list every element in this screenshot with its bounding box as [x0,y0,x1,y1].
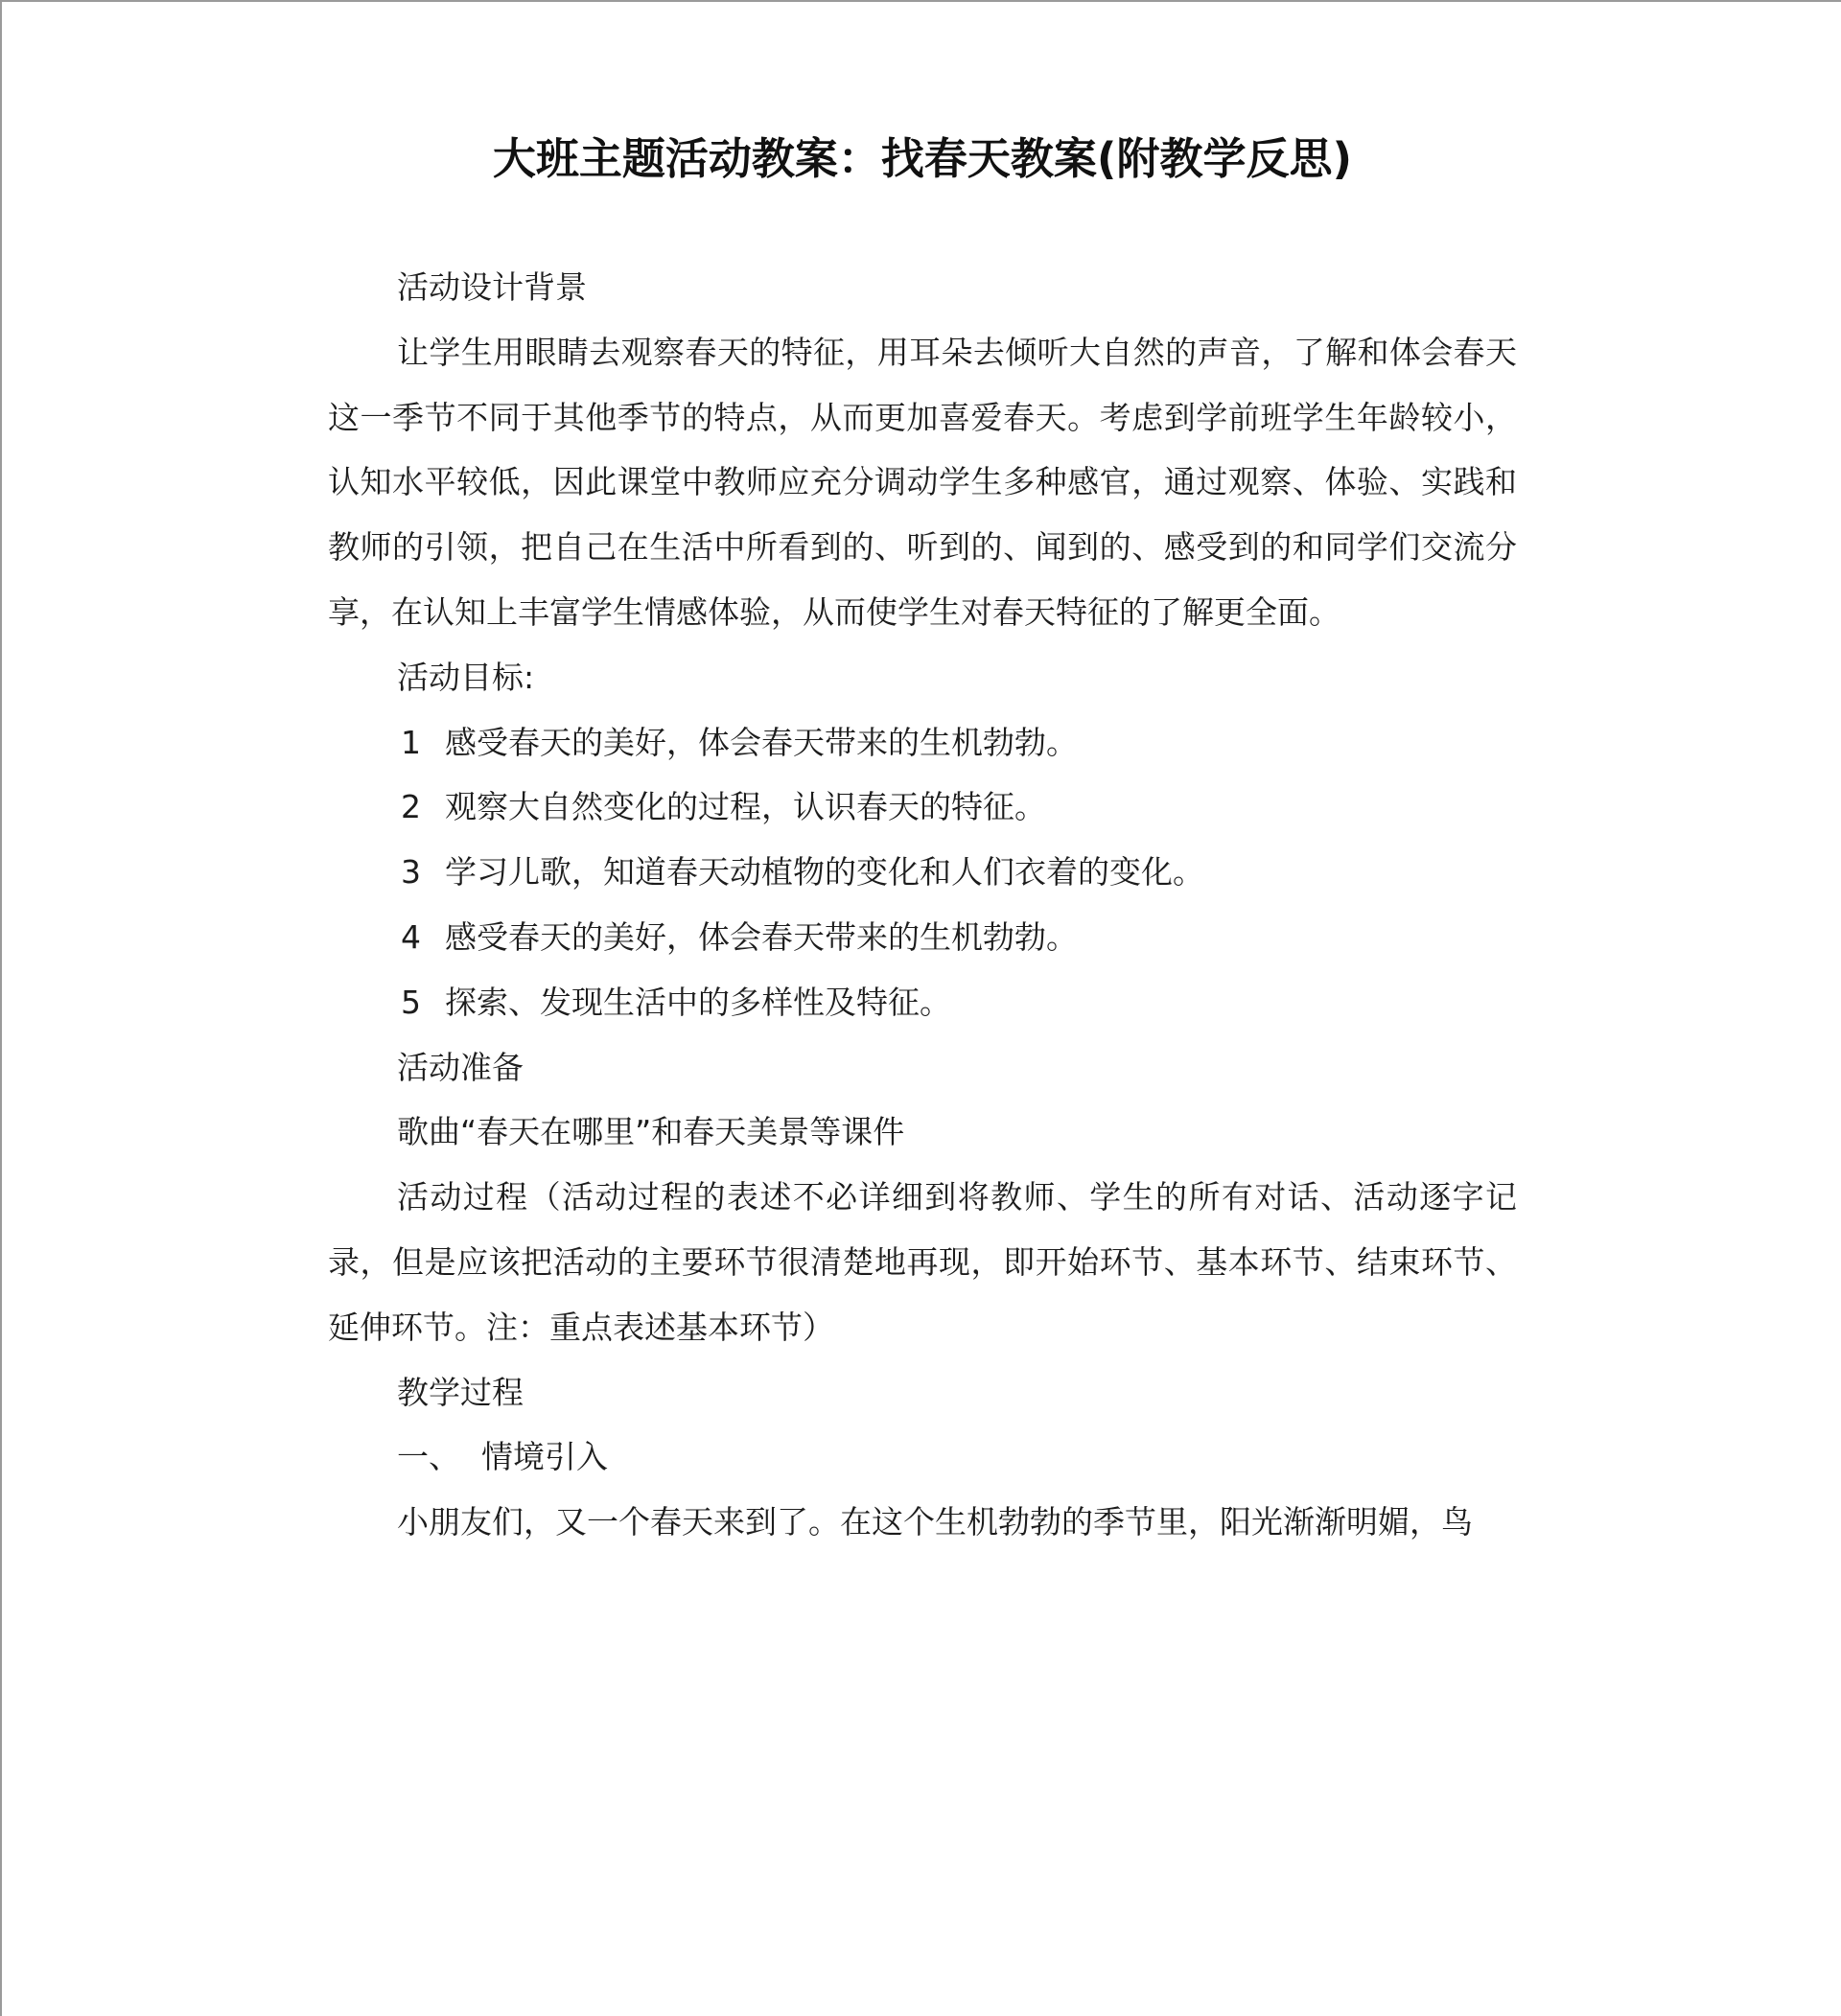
goal-item-3 [328,840,1517,905]
goal-number: 5 [401,983,421,1021]
background-paragraph: 让学生用眼睛去观察春天的特征，用耳朵去倾听大自然的声音，了解和体会春天这一季节不同于其他季节的特点，从而更加喜爱春天。考虑到学前班学生年龄较小，认知水平较低，因此课堂中教师应充分调动学生多种感官，通过观察、体验、实践和教师的引领，把自己在生活中所看到的、听到的、闻到的、感受到的和同学们交流分享，在认知上丰富学生情感体验，从而使学生对春天特征的了解更全面。 [328,333,1517,631]
teaching-heading: 教学过程 [397,1373,524,1411]
goal-number: 1 [401,723,421,761]
goal-item-1 [328,710,1517,776]
goal-item-4 [328,905,1517,970]
step-one-heading [328,1425,1517,1490]
prep-paragraph: 歌曲“春天在哪里”和春天美景等课件 [397,1113,905,1151]
document-title: 大班主题活动教案：找春天教案(附教学反思) [492,133,1353,184]
goal-number: 4 [401,917,421,956]
goal-text: 感受春天的美好，体会春天带来的生机勃勃。 [445,723,1078,761]
goal-text: 探索、发现生活中的多样性及特征。 [445,983,951,1021]
goals-heading: 活动目标: [397,658,535,696]
goal-text: 学习儿歌，知道春天动植物的变化和人们衣着的变化。 [445,853,1204,892]
process-paragraph: 活动过程（活动过程的表述不必详细到将教师、学生的所有对话、活动逐字记录，但是应该把活动的主要环节很清楚地再现，即开始环节、基本环节、结束环节、延伸环节。注：重点表述基本环节） [328,1178,1517,1346]
goal-text: 感受春天的美好，体会春天带来的生机勃勃。 [445,917,1078,956]
goal-number: 3 [401,853,421,892]
background-heading: 活动设计背景 [397,268,587,306]
step-one-number: 一、 [397,1438,460,1476]
goal-text: 观察大自然变化的过程，认识春天的特征。 [445,788,1046,826]
goal-item-2 [328,775,1517,840]
goal-number: 2 [401,788,421,826]
goal-item-5 [328,970,1517,1035]
step-one-title: 情境引入 [481,1438,608,1476]
prep-heading: 活动准备 [397,1048,524,1086]
step-one-paragraph: 小朋友们，又一个春天来到了。在这个生机勃勃的季节里，阳光渐渐明媚，鸟 [397,1503,1473,1541]
document-body [328,255,1517,1555]
